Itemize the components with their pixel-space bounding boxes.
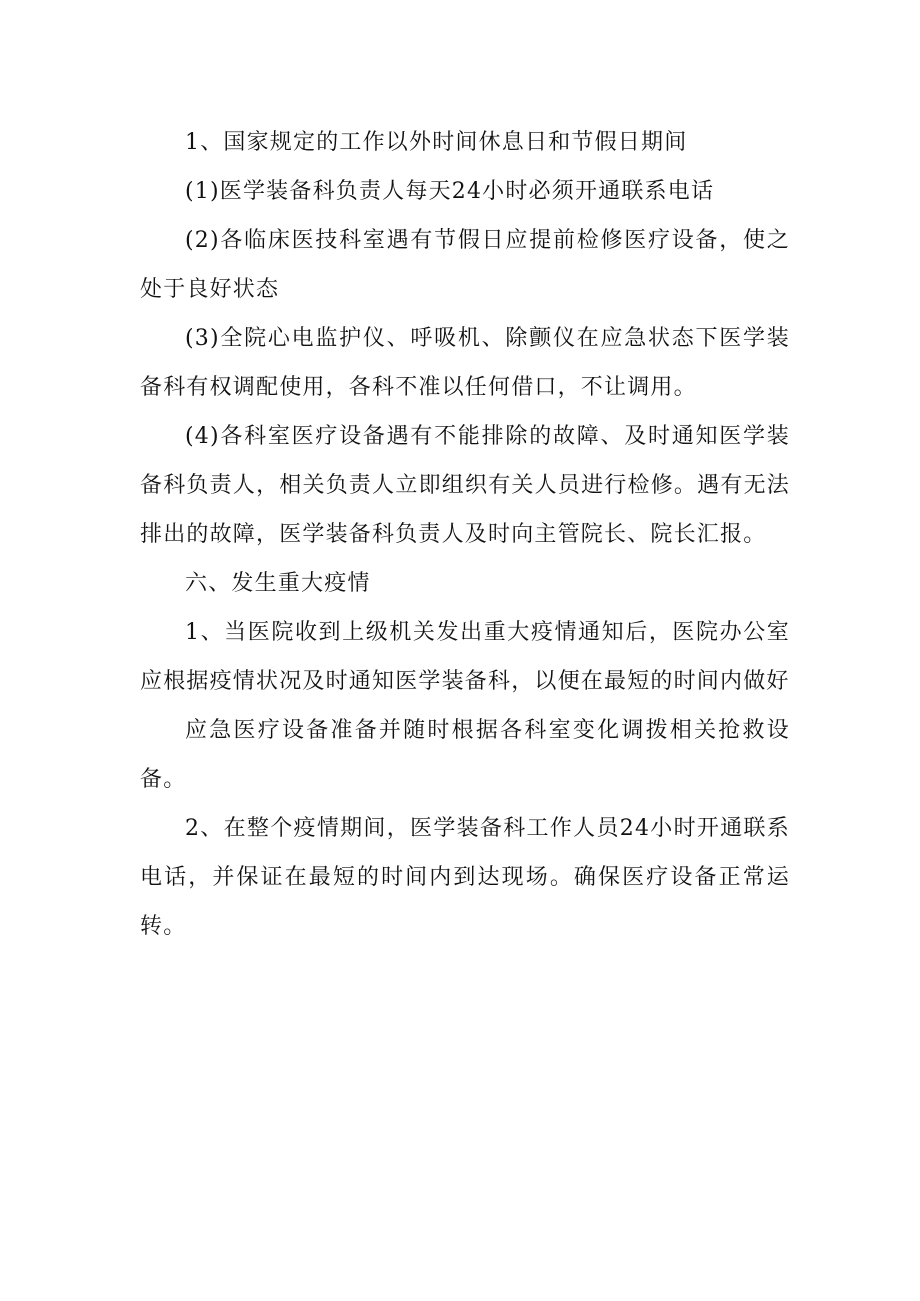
paragraph-item-3: (3)全院心电监护仪、呼吸机、除颤仪在应急状态下医学装备科有权调配使用，各科不准以任何借口，不让调用。 [140,326,790,400]
paragraph-epidemic-1-continued: 应急医疗设备准备并随时根据各科室变化调拨相关抢救设备。 [140,718,790,792]
paragraph-item-4: (4)各科室医疗设备遇有不能排除的故障、及时通知医学装备科负责人，相关负责人立即组织有关人员进行检修。遇有无法排出的故障，医学装备科负责人及时向主管院长、院长汇报。 [140,424,790,547]
paragraph-epidemic-2: 2、在整个疫情期间，医学装备科工作人员24小时开通联系电话，并保证在最短的时间内到达现场。确保医疗设备正常运转。 [140,816,790,939]
paragraph-holiday-heading: 1、国家规定的工作以外时间休息日和节假日期间 [185,130,688,155]
document-body [140,118,790,951]
section-heading-epidemic: 六、发生重大疫情 [185,571,371,596]
paragraph-item-2: (2)各临床医技科室遇有节假日应提前检修医疗设备，使之处于良好状态 [140,228,790,302]
paragraph-item-1: (1)医学装备科负责人每天24小时必须开通联系电话 [185,179,715,204]
paragraph-epidemic-1: 1、当医院收到上级机关发出重大疫情通知后，医院办公室应根据疫情状况及时通知医学装备科，以便在最短的时间内做好 [140,620,790,694]
